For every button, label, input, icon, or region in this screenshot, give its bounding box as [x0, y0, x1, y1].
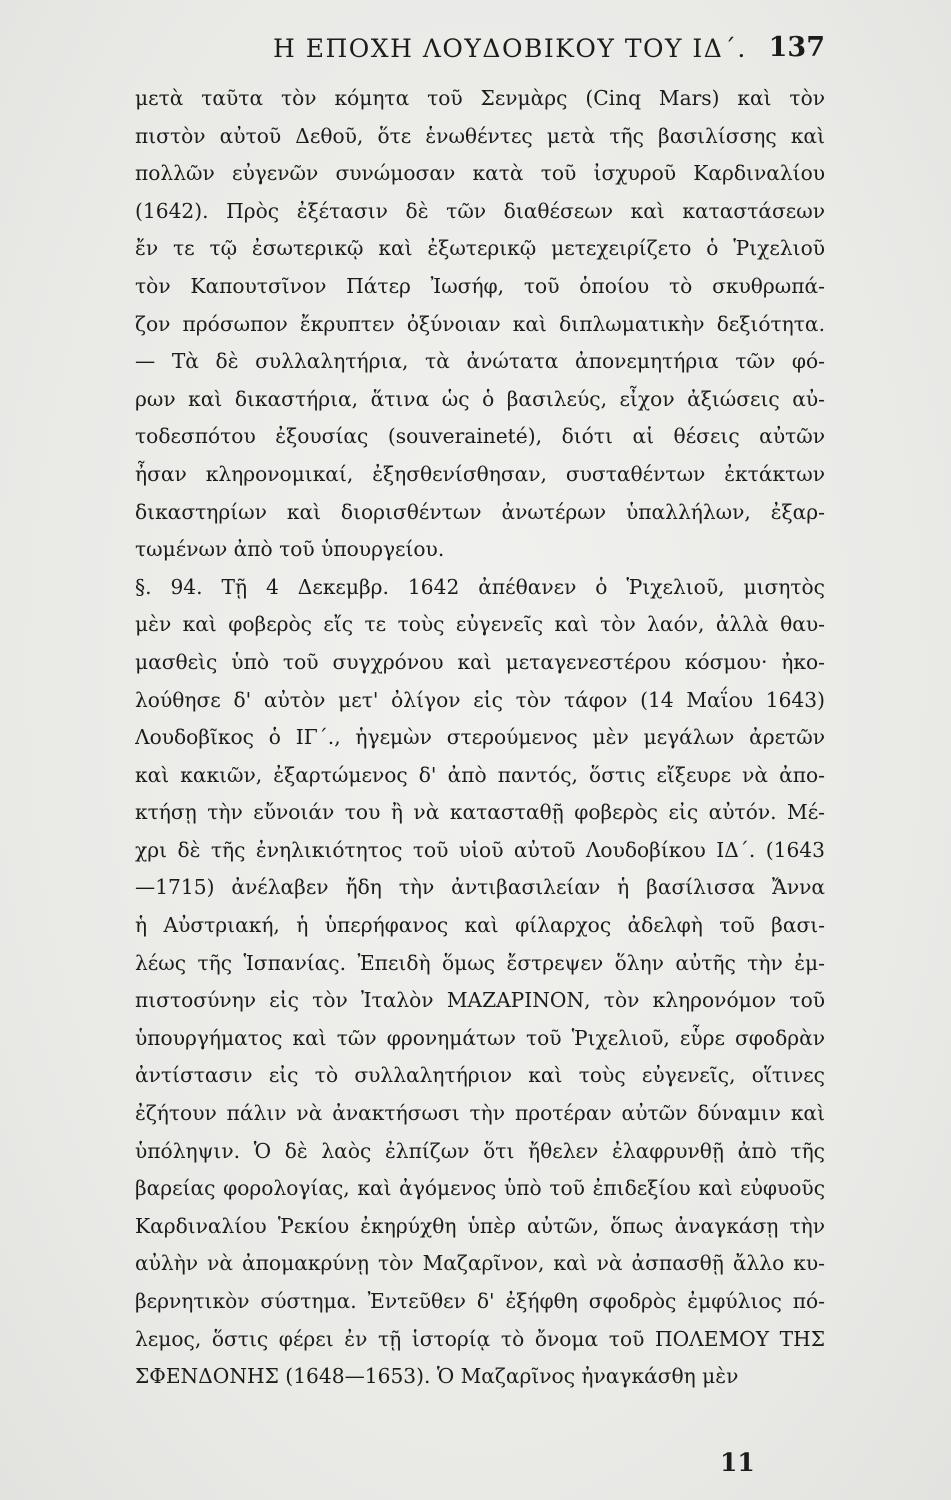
text-line: [135, 343, 825, 381]
text-line-content: ζον πρόσωπον ἔκρυπτεν ὀξύνοιαν καὶ διπλωματικὴν δεξιότητα.: [135, 311, 825, 336]
text-line: [135, 982, 825, 1020]
text-line-content: πολλῶν εὐγενῶν συνώμοσαν κατὰ τοῦ ἰσχυροῦ Καρδιναλίου: [135, 161, 825, 186]
text-line-content: ΣΦΕΝΔΟΝΗΣ (1648—1653). Ὁ Μαζαρῖνος ἠναγκάσθη μὲν: [135, 1364, 739, 1389]
text-line: [135, 118, 825, 156]
text-line: [135, 569, 825, 607]
text-line-content: Λουδοβῖκος ὁ ΙΓ΄., ἡγεμὼν στερούμενος μὲν μεγάλων ἀρετῶν: [135, 725, 825, 750]
text-line-content: ἡ Αὐστριακή, ἡ ὑπερήφανος καὶ φίλαρχος ἀδελφὴ τοῦ βασι-: [135, 913, 825, 938]
text-line: [135, 606, 825, 644]
body-text: [135, 80, 825, 1396]
text-line-content: (1642). Πρὸς ἐξέτασιν δὲ τῶν διαθέσεων καὶ καταστάσεων: [135, 198, 825, 223]
text-line-content: λεμος, ὅστις φέρει ἐν τῇ ἱστορίᾳ τὸ ὄνομα τοῦ ΠΟΛΕΜΟΥ ΤΗΣ: [135, 1326, 825, 1351]
text-line: [135, 1095, 825, 1133]
text-line-content: καὶ κακιῶν, ἐξαρτώμενος δ' ἀπὸ παντός, ὅστις εἴξευρε νὰ ἀπο-: [135, 762, 825, 787]
text-line: [135, 1358, 825, 1396]
text-line: [135, 1321, 825, 1359]
text-line: [135, 1170, 825, 1208]
text-line: [135, 1208, 825, 1246]
text-line: [135, 456, 825, 494]
text-line: [135, 1283, 825, 1321]
text-line-content: λούθησε δ' αὐτὸν μετ' ὀλίγον εἰς τὸν τάφον (14 Μαΐου 1643): [135, 687, 825, 712]
text-line: [135, 230, 825, 268]
text-line: [135, 907, 825, 945]
text-line: [135, 381, 825, 419]
text-line: [135, 306, 825, 344]
text-line-content: πιστὸν αὐτοῦ Δεθοῦ, ὅτε ἑνωθέντες μετὰ τῆς βασιλίσσης καὶ: [135, 123, 825, 148]
text-line-content: —1715) ἀνέλαβεν ἤδη τὴν ἀντιβασιλείαν ἡ βασίλισσα Ἄννα: [135, 875, 825, 900]
text-line: [135, 80, 825, 118]
text-line-content: μὲν καὶ φοβερὸς εἴς τε τοὺς εὐγενεῖς καὶ τὸν λαόν, ἀλλὰ θαυ-: [135, 612, 825, 637]
text-line: [135, 494, 825, 532]
text-line-content: ἐζήτουν πάλιν νὰ ἀνακτήσωσι τὴν προτέραν αὐτῶν δύναμιν καὶ: [135, 1101, 825, 1126]
text-line: [135, 719, 825, 757]
running-title: Η ΕΠΟΧΗ ΛΟΥΔΟΒΙΚΟΥ ΤΟΥ ΙΔ΄.: [273, 34, 747, 63]
text-line: [135, 1057, 825, 1095]
text-line-content: ἀντίστασιν εἰς τὸ συλλαλητήριον καὶ τοὺς εὐγενεῖς, οἵτινες: [135, 1063, 825, 1088]
text-line-content: τοδεσπότου ἐξουσίας (souveraineté), διότι αἱ θέσεις αὐτῶν: [135, 424, 825, 449]
text-line: [135, 193, 825, 231]
text-line-content: ἦσαν κληρονομικαί, ἐξησθενίσθησαν, συσταθέντων ἐκτάκτων: [135, 461, 825, 486]
text-line: [135, 155, 825, 193]
text-line-content: χρι δὲ τῆς ἐνηλικιότητος τοῦ υἱοῦ αὐτοῦ Λουδοβίκου ΙΔ΄. (1643: [135, 837, 825, 862]
text-line-content: — Τὰ δὲ συλλαλητήρια, τὰ ἀνώτατα ἀπονεμητήρια τῶν φό-: [135, 349, 825, 374]
text-line: [135, 945, 825, 983]
text-line: [135, 794, 825, 832]
text-line-content: μασθεὶς ὑπὸ τοῦ συγχρόνου καὶ μεταγενεστέρου κόσμου· ἠκο-: [135, 649, 825, 674]
text-line: [135, 1020, 825, 1058]
text-line: [135, 832, 825, 870]
text-line: [135, 644, 825, 682]
text-line-content: πιστοσύνην εἰς τὸν Ἰταλὸν ΜΑΖΑΡΙΝΟΝ, τὸν κληρονόμον τοῦ: [135, 988, 825, 1013]
text-line-content: τωμένων ἀπὸ τοῦ ὑπουργείου.: [135, 537, 445, 562]
text-line-content: ρων καὶ δικαστήρια, ἅτινα ὡς ὁ βασιλεύς, εἶχον ἀξιώσεις αὐ-: [135, 386, 825, 411]
page-number: 137: [768, 32, 825, 63]
text-line: [135, 682, 825, 720]
text-line-content: λέως τῆς Ἱσπανίας. Ἐπειδὴ ὅμως ἔστρεψεν ὅλην αὐτῆς τὴν ἐμ-: [135, 950, 825, 975]
text-line-content: ὑπόληψιν. Ὁ δὲ λαὸς ἐλπίζων ὅτι ἤθελεν ἐλαφρυνθῇ ἀπὸ τῆς: [135, 1138, 825, 1163]
text-line: [135, 418, 825, 456]
text-line: [135, 869, 825, 907]
text-line: [135, 757, 825, 795]
text-line-content: §. 94. Τῇ 4 Δεκεμβρ. 1642 ἀπέθανεν ὁ Ῥιχελιοῦ, μισητὸς: [135, 574, 825, 599]
text-line-content: μετὰ ταῦτα τὸν κόμητα τοῦ Σενμὰρς (Cinq Mars) καὶ τὸν: [135, 86, 825, 110]
text-line: [135, 1245, 825, 1283]
text-line-content: ἔν τε τῷ ἐσωτερικῷ καὶ ἐξωτερικῷ μετεχειρίζετο ὁ Ῥιχελιοῦ: [135, 236, 825, 261]
page-header: [135, 28, 825, 68]
text-line: [135, 268, 825, 306]
text-line: [135, 531, 825, 569]
text-line-content: ὑπουργήματος καὶ τῶν φρονημάτων τοῦ Ῥιχελιοῦ, εὗρε σφοδρὰν: [135, 1025, 825, 1050]
signature-mark: 11: [720, 1448, 755, 1477]
text-line: [135, 1133, 825, 1171]
text-line-content: αὐλὴν νὰ ἀπομακρύνῃ τὸν Μαζαρῖνον, καὶ νὰ ἀσπασθῇ ἄλλο κυ-: [135, 1251, 825, 1276]
text-line-content: κτήσῃ τὴν εὔνοιάν του ἢ νὰ κατασταθῇ φοβερὸς εἰς αὐτόν. Μέ-: [135, 800, 825, 825]
text-line-content: τὸν Καπουτσῖνον Πάτερ Ἰωσήφ, τοῦ ὁποίου τὸ σκυθρωπά-: [135, 273, 825, 298]
text-line-content: Καρδιναλίου Ῥεκίου ἐκηρύχθη ὑπὲρ αὐτῶν, ὅπως ἀναγκάσῃ τὴν: [135, 1213, 825, 1238]
text-line-content: βαρείας φορολογίας, καὶ ἀγόμενος ὑπὸ τοῦ ἐπιδεξίου καὶ εὐφυοῦς: [135, 1176, 825, 1201]
text-line-content: βερνητικὸν σύστημα. Ἐντεῦθεν δ' ἐξήφθη σφοδρὸς ἐμφύλιος πό-: [135, 1289, 825, 1313]
text-line-content: δικαστηρίων καὶ διορισθέντων ἀνωτέρων ὑπαλλήλων, ἐξαρ-: [135, 499, 825, 524]
